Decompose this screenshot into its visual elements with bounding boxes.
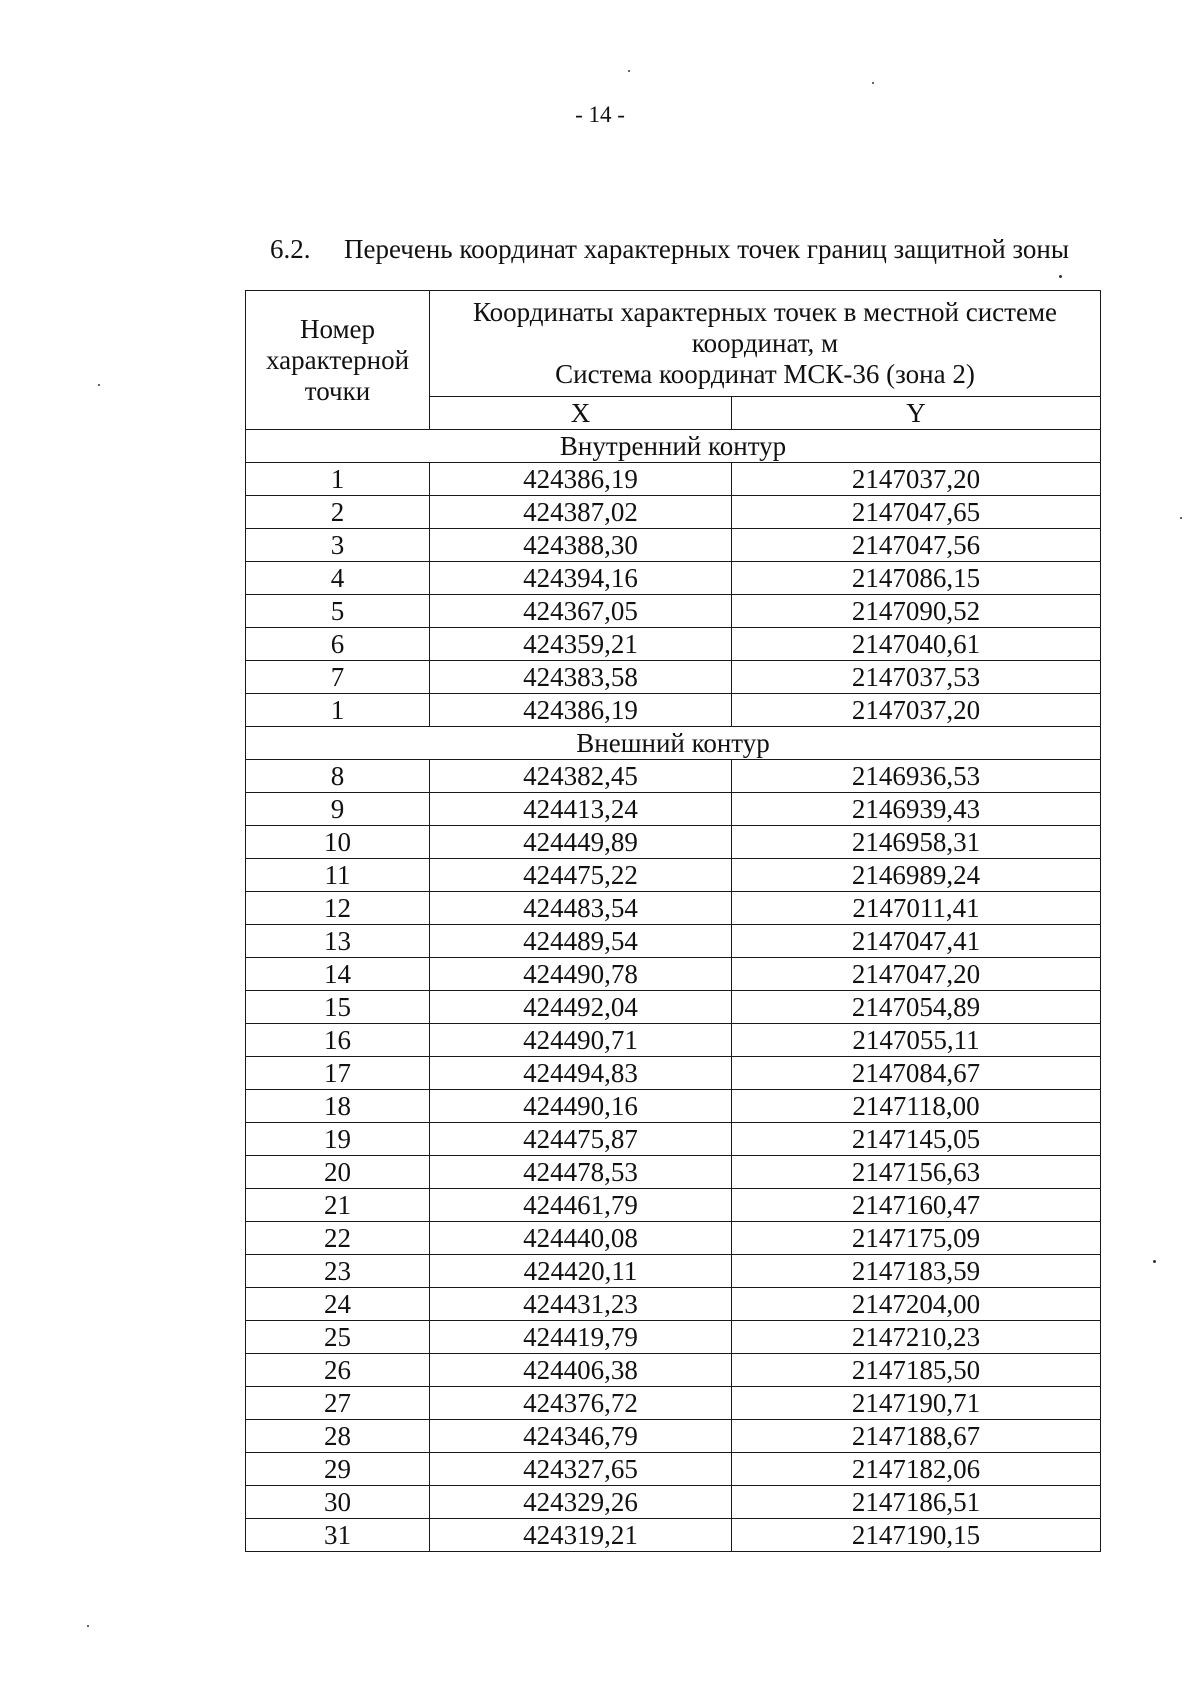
cell-x: 424475,22 — [430, 859, 732, 892]
cell-point-number: 12 — [246, 892, 430, 925]
cell-y: 2147175,09 — [732, 1222, 1101, 1255]
cell-x: 424346,79 — [430, 1420, 732, 1453]
cell-point-number: 20 — [246, 1156, 430, 1189]
cell-y: 2147190,15 — [732, 1519, 1101, 1552]
cell-y: 2147204,00 — [732, 1288, 1101, 1321]
cell-point-number: 13 — [246, 925, 430, 958]
cell-point-number: 1 — [246, 463, 430, 496]
cell-x: 424490,78 — [430, 958, 732, 991]
cell-point-number: 27 — [246, 1387, 430, 1420]
cell-x: 424483,54 — [430, 892, 732, 925]
table-row — [246, 694, 1101, 727]
table-row — [246, 628, 1101, 661]
cell-x: 424489,54 — [430, 925, 732, 958]
table-row — [246, 661, 1101, 694]
cell-point-number: 1 — [246, 694, 430, 727]
table-row — [246, 859, 1101, 892]
cell-y: 2147054,89 — [732, 991, 1101, 1024]
scan-speck — [98, 384, 100, 386]
cell-y: 2147182,06 — [732, 1453, 1101, 1486]
cell-y: 2147145,05 — [732, 1123, 1101, 1156]
cell-x: 424319,21 — [430, 1519, 732, 1552]
cell-y: 2147090,52 — [732, 595, 1101, 628]
table-row — [246, 1024, 1101, 1057]
cell-y: 2147037,20 — [732, 694, 1101, 727]
table-row — [246, 991, 1101, 1024]
cell-y: 2147118,00 — [732, 1090, 1101, 1123]
cell-x: 424388,30 — [430, 529, 732, 562]
cell-point-number: 30 — [246, 1486, 430, 1519]
cell-x: 424419,79 — [430, 1321, 732, 1354]
cell-point-number: 19 — [246, 1123, 430, 1156]
table-row — [246, 562, 1101, 595]
cell-y: 2147047,20 — [732, 958, 1101, 991]
table-row — [246, 496, 1101, 529]
header-coordinates — [430, 291, 1101, 397]
cell-y: 2146989,24 — [732, 859, 1101, 892]
coordinates-table — [245, 290, 1101, 1552]
table-row — [246, 1354, 1101, 1387]
scan-speck — [87, 1625, 89, 1627]
cell-point-number: 24 — [246, 1288, 430, 1321]
cell-y: 2146939,43 — [732, 793, 1101, 826]
page-number: - 14 - — [575, 102, 625, 127]
cell-x: 424382,45 — [430, 760, 732, 793]
header-x: X — [430, 397, 732, 430]
table-row — [246, 1255, 1101, 1288]
cell-x: 424359,21 — [430, 628, 732, 661]
section-row — [246, 727, 1101, 760]
header-coordinates-title: Координаты характерных точек в местной системе координат, м — [472, 297, 1058, 358]
cell-x: 424406,38 — [430, 1354, 732, 1387]
cell-y: 2147183,59 — [732, 1255, 1101, 1288]
cell-x: 424367,05 — [430, 595, 732, 628]
section-title: Внешний контур — [246, 727, 1101, 760]
cell-x: 424386,19 — [430, 694, 732, 727]
table-row — [246, 529, 1101, 562]
cell-x: 424383,58 — [430, 661, 732, 694]
header-point-number: Номер характерной точки — [246, 291, 430, 430]
table-body — [246, 430, 1101, 1552]
table-row — [246, 1321, 1101, 1354]
cell-y: 2147011,41 — [732, 892, 1101, 925]
cell-x: 424386,19 — [430, 463, 732, 496]
cell-x: 424449,89 — [430, 826, 732, 859]
cell-point-number: 6 — [246, 628, 430, 661]
table-row — [246, 826, 1101, 859]
cell-x: 424413,24 — [430, 793, 732, 826]
cell-point-number: 23 — [246, 1255, 430, 1288]
table-row — [246, 1387, 1101, 1420]
cell-y: 2147185,50 — [732, 1354, 1101, 1387]
scan-speck — [628, 70, 630, 72]
cell-x: 424329,26 — [430, 1486, 732, 1519]
section-number: 6.2. — [270, 234, 311, 264]
cell-point-number: 17 — [246, 1057, 430, 1090]
table-row — [246, 1420, 1101, 1453]
cell-point-number: 8 — [246, 760, 430, 793]
cell-y: 2147086,15 — [732, 562, 1101, 595]
table-row — [246, 1090, 1101, 1123]
cell-y: 2147037,53 — [732, 661, 1101, 694]
cell-y: 2147160,47 — [732, 1189, 1101, 1222]
cell-point-number: 31 — [246, 1519, 430, 1552]
cell-point-number: 21 — [246, 1189, 430, 1222]
cell-point-number: 25 — [246, 1321, 430, 1354]
section-title: Внутренний контур — [246, 430, 1101, 463]
cell-x: 424461,79 — [430, 1189, 732, 1222]
cell-y: 2147188,67 — [732, 1420, 1101, 1453]
cell-x: 424420,11 — [430, 1255, 732, 1288]
table-row — [246, 892, 1101, 925]
section-heading — [270, 234, 1069, 265]
table-row — [246, 793, 1101, 826]
cell-y: 2147190,71 — [732, 1387, 1101, 1420]
cell-point-number: 18 — [246, 1090, 430, 1123]
cell-point-number: 7 — [246, 661, 430, 694]
cell-x: 424478,53 — [430, 1156, 732, 1189]
cell-y: 2147047,65 — [732, 496, 1101, 529]
table-row — [246, 1519, 1101, 1552]
section-row — [246, 430, 1101, 463]
cell-y: 2147037,20 — [732, 463, 1101, 496]
cell-point-number: 15 — [246, 991, 430, 1024]
cell-x: 424327,65 — [430, 1453, 732, 1486]
cell-point-number: 2 — [246, 496, 430, 529]
table-row — [246, 1156, 1101, 1189]
cell-x: 424492,04 — [430, 991, 732, 1024]
cell-y: 2146958,31 — [732, 826, 1101, 859]
cell-point-number: 11 — [246, 859, 430, 892]
scan-speck — [872, 82, 874, 84]
cell-x: 424490,16 — [430, 1090, 732, 1123]
cell-point-number: 22 — [246, 1222, 430, 1255]
cell-x: 424440,08 — [430, 1222, 732, 1255]
cell-x: 424376,72 — [430, 1387, 732, 1420]
table-row — [246, 1486, 1101, 1519]
table-row — [246, 1453, 1101, 1486]
cell-point-number: 3 — [246, 529, 430, 562]
cell-point-number: 10 — [246, 826, 430, 859]
cell-point-number: 14 — [246, 958, 430, 991]
table-row — [246, 463, 1101, 496]
table-row — [246, 1288, 1101, 1321]
table-row — [246, 760, 1101, 793]
table-row — [246, 958, 1101, 991]
cell-y: 2147210,23 — [732, 1321, 1101, 1354]
cell-x: 424387,02 — [430, 496, 732, 529]
table-row — [246, 1189, 1101, 1222]
cell-y: 2147047,56 — [732, 529, 1101, 562]
cell-point-number: 4 — [246, 562, 430, 595]
cell-point-number: 16 — [246, 1024, 430, 1057]
cell-x: 424475,87 — [430, 1123, 732, 1156]
cell-x: 424394,16 — [430, 562, 732, 595]
cell-y: 2147156,63 — [732, 1156, 1101, 1189]
scan-speck — [1153, 1260, 1156, 1263]
header-y: Y — [732, 397, 1101, 430]
section-title: Перечень координат характерных точек границ защитной зоны — [344, 234, 1069, 264]
cell-x: 424494,83 — [430, 1057, 732, 1090]
cell-point-number: 9 — [246, 793, 430, 826]
table-row — [246, 925, 1101, 958]
cell-point-number: 29 — [246, 1453, 430, 1486]
cell-point-number: 26 — [246, 1354, 430, 1387]
cell-y: 2147047,41 — [732, 925, 1101, 958]
scan-speck — [1059, 275, 1062, 278]
table-row — [246, 1057, 1101, 1090]
header-coordinate-system: Система координат МСК-36 (зона 2) — [555, 359, 975, 389]
cell-x: 424490,71 — [430, 1024, 732, 1057]
cell-x: 424431,23 — [430, 1288, 732, 1321]
scan-speck — [1180, 517, 1182, 519]
cell-y: 2147040,61 — [732, 628, 1101, 661]
cell-point-number: 5 — [246, 595, 430, 628]
cell-y: 2146936,53 — [732, 760, 1101, 793]
table-row — [246, 1222, 1101, 1255]
cell-y: 2147186,51 — [732, 1486, 1101, 1519]
cell-y: 2147084,67 — [732, 1057, 1101, 1090]
cell-point-number: 28 — [246, 1420, 430, 1453]
cell-y: 2147055,11 — [732, 1024, 1101, 1057]
table-row — [246, 1123, 1101, 1156]
table-row — [246, 595, 1101, 628]
